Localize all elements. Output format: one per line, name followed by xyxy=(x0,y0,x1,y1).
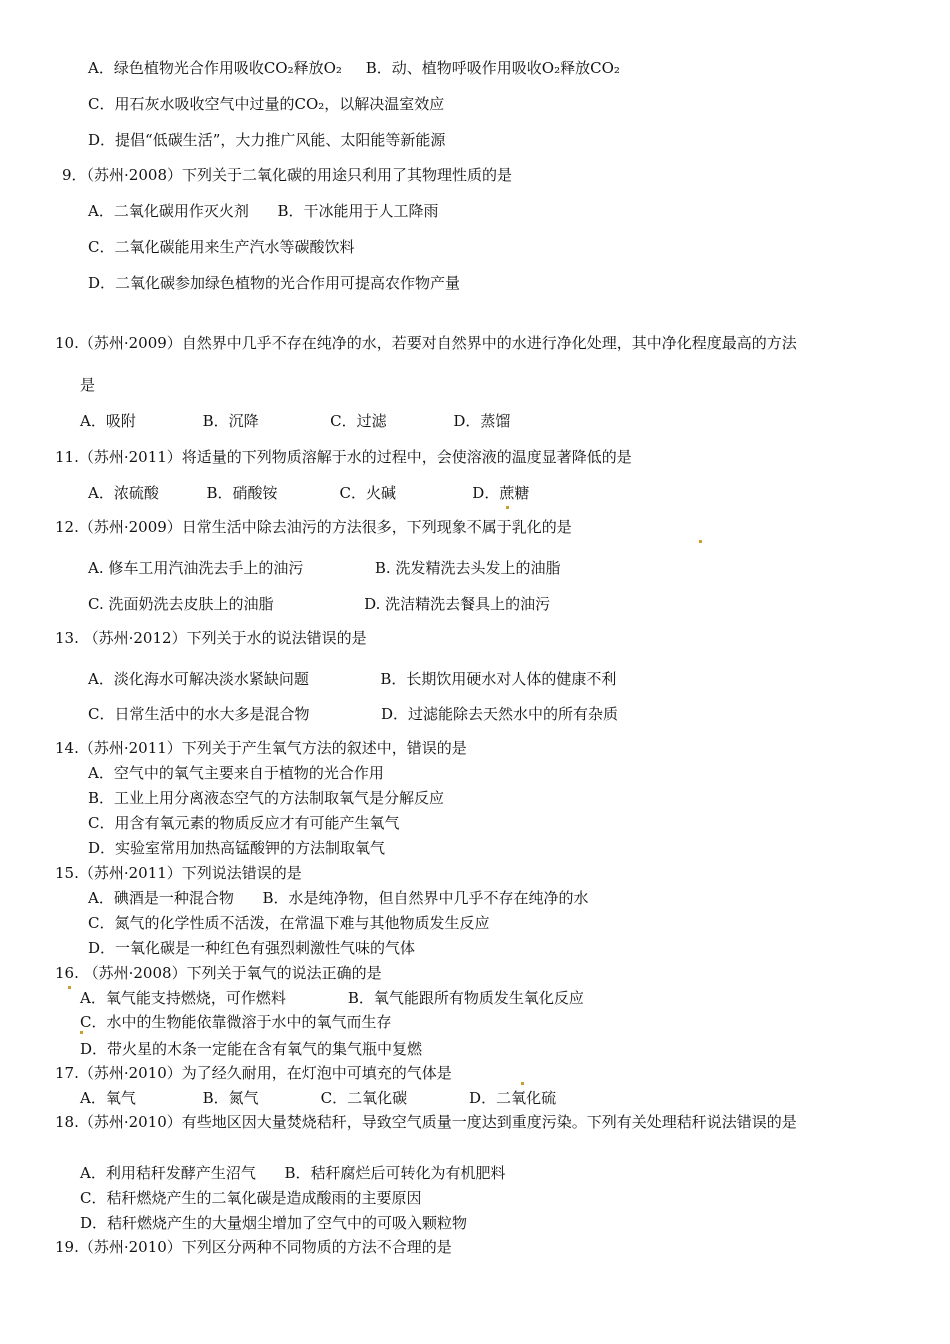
question-line: 是 xyxy=(80,376,96,394)
question-line: A．绿色植物光合作用吸收CO₂释放O₂ B．动、植物呼吸作用吸收O₂释放CO₂ xyxy=(88,59,620,77)
question-line: C．二氧化碳能用来生产汽水等碳酸饮料 xyxy=(88,238,355,256)
question-line: A．氧气 B．氮气 C．二氧化碳 D．二氧化硫 xyxy=(80,1089,557,1107)
question-line: C．日常生活中的水大多是混合物 D．过滤能除去天然水中的所有杂质 xyxy=(88,705,619,723)
question-line: C．秸秆燃烧产生的二氧化碳是造成酸雨的主要原因 xyxy=(80,1189,422,1207)
question-line: 12.（苏州·2009）日常生活中除去油污的方法很多，下列现象不属于乳化的是 xyxy=(55,518,572,536)
question-line: C．水中的生物能依靠微溶于水中的氧气而生存 xyxy=(80,1013,392,1031)
question-line: A．淡化海水可解决淡水紧缺问题 B．长期饮用硬水对人体的健康不利 xyxy=(88,670,617,688)
question-line: 9．（苏州·2008）下列关于二氧化碳的用途只利用了其物理性质的是 xyxy=(62,166,512,184)
question-line: C．用含有氧元素的物质反应才有可能产生氧气 xyxy=(88,814,400,832)
question-line: C．氮气的化学性质不活泼，在常温下难与其他物质发生反应 xyxy=(88,914,490,932)
question-line: 15.（苏州·2011）下列说法错误的是 xyxy=(55,864,302,882)
question-line: D．一氧化碳是一种红色有强烈刺激性气味的气体 xyxy=(88,939,416,957)
question-line: A．浓硫酸 B．硝酸铵 C．火碱 D．蔗糖 xyxy=(88,484,530,502)
question-line: 19.（苏州·2010）下列区分两种不同物质的方法不合理的是 xyxy=(55,1238,452,1256)
question-line: 10.（苏州·2009）自然界中几乎不存在纯净的水，若要对自然界中的水进行净化处理，其中净化程度最高的方法 xyxy=(55,334,797,352)
question-line: A. 修车工用汽油洗去手上的油污 B. 洗发精洗去头发上的油脂 xyxy=(88,559,561,577)
question-line: 14.（苏州·2011）下列关于产生氧气方法的叙述中，错误的是 xyxy=(55,739,467,757)
question-line: A．氧气能支持燃烧，可作燃料 B．氧气能跟所有物质发生氧化反应 xyxy=(80,989,584,1007)
stray-mark xyxy=(506,506,509,509)
question-line: A．吸附 B．沉降 C．过滤 D．蒸馏 xyxy=(80,412,511,430)
stray-mark xyxy=(80,1031,83,1034)
question-line: C. 洗面奶洗去皮肤上的油脂 D. 洗洁精洗去餐具上的油污 xyxy=(88,595,551,613)
stray-mark xyxy=(68,986,71,989)
question-line: D．秸秆燃烧产生的大量烟尘增加了空气中的可吸入颗粒物 xyxy=(80,1214,468,1232)
question-line: A．利用秸秆发酵产生沼气 B．秸秆腐烂后可转化为有机肥料 xyxy=(80,1164,506,1182)
question-line: 18.（苏州·2010）有些地区因大量焚烧秸秆，导致空气质量一度达到重度污染。下列有关处理秸秆说法错误的是 xyxy=(55,1113,797,1131)
question-line: B．工业上用分离液态空气的方法制取氧气是分解反应 xyxy=(88,789,445,807)
question-line: A．碘酒是一种混合物 B．水是纯净物，但自然界中几乎不存在纯净的水 xyxy=(88,889,589,907)
question-line: C．用石灰水吸收空气中过量的CO₂，以解决温室效应 xyxy=(88,95,445,113)
question-line: A．空气中的氧气主要来自于植物的光合作用 xyxy=(88,764,384,782)
question-line: 11.（苏州·2011）将适量的下列物质溶解于水的过程中，会使溶液的温度显著降低的是 xyxy=(55,448,632,466)
stray-mark xyxy=(699,540,702,543)
question-line: D．实验室常用加热高锰酸钾的方法制取氧气 xyxy=(88,839,386,857)
question-line: 13. （苏州·2012）下列关于水的说法错误的是 xyxy=(55,629,367,647)
question-line: A．二氧化碳用作灭火剂 B．干冰能用于人工降雨 xyxy=(88,202,439,220)
question-line: D．提倡“低碳生活”，大力推广风能、太阳能等新能源 xyxy=(88,131,446,149)
stray-mark xyxy=(521,1082,524,1085)
question-line: D．带火星的木条一定能在含有氧气的集气瓶中复燃 xyxy=(80,1040,423,1058)
question-line: 16. （苏州·2008）下列关于氧气的说法正确的是 xyxy=(55,964,382,982)
question-line: 17.（苏州·2010）为了经久耐用，在灯泡中可填充的气体是 xyxy=(55,1064,452,1082)
question-line: D．二氧化碳参加绿色植物的光合作用可提高农作物产量 xyxy=(88,274,461,292)
